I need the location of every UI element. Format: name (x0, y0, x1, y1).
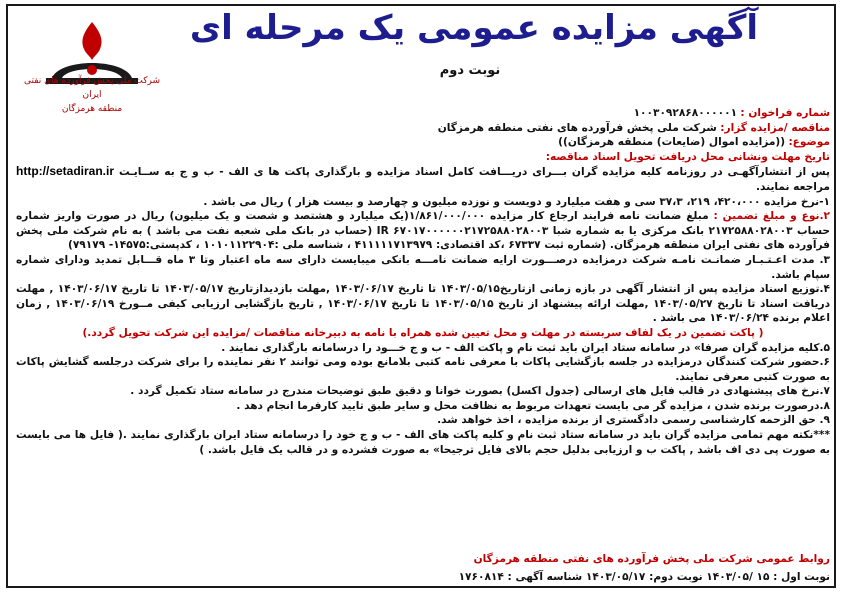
call-number-row (16, 106, 830, 121)
call-number-label: شماره فراخوان : (740, 107, 830, 119)
ad-content (16, 106, 830, 457)
organizer-value: شرکت ملی پخش فرآورده های نفتی منطقه هرمزگان (437, 121, 717, 134)
page-title: آگهی مزایده عمومی یک مرحله ای (189, 8, 759, 48)
subject-row (16, 135, 830, 150)
organizer-label: مناقصه /مزایده گزار: (720, 121, 830, 134)
organizer-row (16, 121, 830, 136)
item-2 (16, 209, 830, 253)
item-5: ۵.کلیه مزایده گران صرفا» در سامانه ستاد ایران باید ثبت نام و پاکت الف - ب و ج خـــود را درسامانه بارگذاری نمایند . (221, 341, 830, 354)
logo-flame-icon (82, 22, 101, 60)
subject-value: ((مزایده اموال (ضایعات) منطقه هرمزگان)) (558, 136, 786, 149)
call-number-value: ۱۰۰۳۰۹۲۸۶۸۰۰۰۰۰۱ (633, 107, 738, 119)
subject-label: موضوع: (788, 136, 830, 149)
item-8: ۸.درصورت برنده شدن ، مزایده گر می بایست تعهدات مربوط به نظافت محل و سایر طبق تایید کارفرما انجام دهد . (236, 399, 830, 412)
intro-text-b: مراجعه نمایند. (755, 180, 830, 193)
intro-paragraph (16, 164, 830, 194)
setad-link[interactable]: http://setadiran.ir (16, 164, 115, 179)
intro-text-a: پس از انتشارآگهـی در روزنامه کلیه مزایده گران بـــرای دریـــافت کامل اسناد مزایده و بارگذاری پاکت ها ی الف - ب و ج به ســایـت (118, 166, 830, 179)
guarantee-note: ( پاکت تضمین در یک لفاف سربسته در مهلت و محل تعیین شده همراه با نامه به دبیرخانه مناقصات /مزایده این شرکت تحویل گردد.) (82, 326, 764, 339)
item-2-label: ۲.نوع و مبلغ تضمین : (713, 210, 830, 223)
deadline-row (16, 150, 830, 165)
item-6: ۶.حضور شرکت کنندگان درمزایده در جلسه بازگشایی پاکات با معرفی نامه کتبی بلامانع بوده ومی توانند ۲ نفر نماینده را برای شرکت درجلسه گشایش پاکات به صورت کتبی معرفی نمایند. (16, 356, 830, 383)
public-relations-signature: روابط عمومی شرکت ملی پخش فرآورده های نفتی منطقه هرمزگان (473, 553, 830, 565)
item-4: ۴.توزیع اسناد مزایده پس از انتشار آگهی در بازه زمانی ازتاریخ۱۴۰۳/۰۵/۱۵ تا تاریخ ۱۴۰۳/۰۶/۱۷ ,مهلت بازدیدازتاریخ ۱۴۰۳/۰۵/۱۷ تا تاریخ ۱۴۰۳/۰۶/۱۷ , مهلت دریافت اسناد تا تاریخ ۱۴۰۳/۰۵/۲۷ ,مهلت ارائه پیشنهاد از تاریخ ۱۴۰۳/۰۵/۱۵ تا تاریخ ۱۴۰۳/۰۶/۱۷ , تاریخ بازگشایی ارزیابی کیفی مــورخ ۱۴۰۳/۰۶/۱۹ , زمان اعلام برنده ۱۴۰۳/۰۶/۲۴ می باشد . (16, 283, 831, 325)
important-note: ***نکته مهم تمامی مزایده گران باید در سامانه ستاد ثبت نام و کلیه پاکت های الف - ب و ج خود را درسامانه ستاد ایران بارگذاری نمایند .( فایل ها می بایست به صورت پی دی اف باشد , پاکت ب و ارزیابی بدلیل حجم بالای فایل ترجیحا» به صورت فشرده و در قالب یک فایل باشد. ) (16, 429, 830, 456)
item-3: ۳. مدت اعـتـبـار ضمانـت نامـه شرکت درمزایده درصـــورت ارایه ضمانت نامـــه بانکی میبایست دارای سه ماه اعتبار وتا ۳ ماه قـــابل تمدید ودارای شماره سپام باشد. (16, 253, 830, 281)
notice-numbers: نوبت اول : ۱۵ /۱۴۰۳/۰۵ نوبت دوم: ۱۴۰۳/۰۵/۱۷ شناسه آگهی : ۱۷۶۰۸۱۴ (458, 571, 830, 583)
item-2-text: مبلغ ضمانت نامه فرایند ارجاع کار مزایده ۱/۸۶۱/۰۰۰/۰۰۰(یک میلیارد و هشتصد و شصت و یک میلیون) ریال در صورت واریز شماره حساب ۲۱۷۲۵۸۸۰۲۸۰۰۳ بانک مرکزی یا به شماره شبا IR ۶۷۰۱۷۰۰۰۰۰۰۲۱۷۲۵۸۸۰۲۸۰۰۳ (حساب در بانک ملی شعبه نفت می باشد ) به نام شرکت ملی پخش فرآورده های نفتی ایران منطقه هرمزگان. (شماره ثبت ۶۷۳۳۷ ،کد اقتصادی: ۴۱۱۱۱۱۷۱۳۹۷۹ ، شناسه ملی :۱۰۱۰۱۱۲۲۹۰۴ ، کدپستی:۱۴۵۷۵- ۷۹۱۷۹) (16, 210, 830, 252)
page-subtitle: نوبت دوم (439, 63, 501, 78)
item-1: ۱-نرخ مزایده ۴۲۰،۰۰۰، ۲۱۹، ۳۷،۳ سی و هفت میلیارد و دویست و نوزده میلیون و چهارصد و بیست هزار ) ریال می باشد . (203, 195, 830, 208)
company-line-1: شرکت ملی پخش فرآورده های نفتی ایران (23, 76, 160, 100)
deadline-label: تاریخ مهلت ونشانی محل دریافت تحویل اسناد مناقصه: (545, 150, 830, 163)
company-line-2: منطقه هرمزگان (61, 104, 123, 114)
item-9: ۹. حق الزحمه کارشناسی رسمی دادگستری از برنده مزایده ، اخذ خواهد شد. (437, 414, 830, 427)
item-7: ۷.نرخ های پیشنهادی در قالب فایل های ارسالی (جدول اکسل) بصورت خوانا و دقیق طبق توضیحات مندرج در سامانه ستاد تکمیل گردد . (130, 385, 830, 398)
